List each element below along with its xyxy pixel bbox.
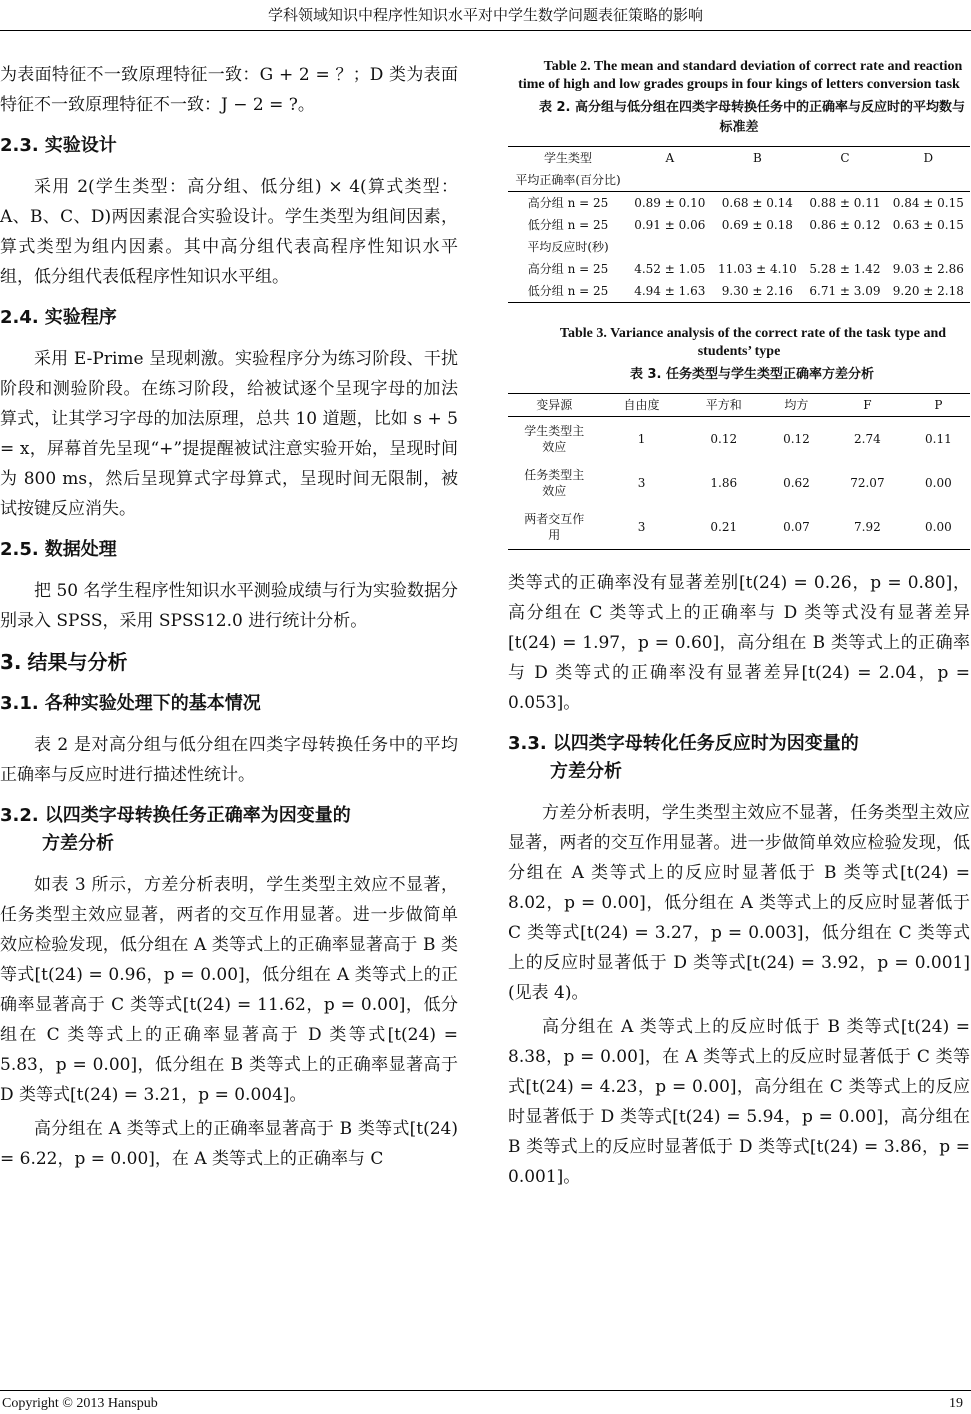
table-3-caption-en: Table 3. Variance analysis of the correct rate of the task type and students’ type bbox=[559, 326, 947, 359]
section-2-3-paragraph: 采用 2(学生类型：高分组、低分组) × 4(算式类型：A、B、C、D)两因素混合实验设计。学生类型为组间因素，算式类型为组内因素。其中高分组代表高程序性知识水平组，低分组代表低程序性知识水平组。 bbox=[0, 177, 458, 287]
section-3-3-heading: 3.3. 以四类字母转化任务反应时为因变量的 方差分析 bbox=[508, 733, 859, 782]
table-2-header-cell: D bbox=[887, 147, 970, 170]
section-3-heading: 3. 结果与分析 bbox=[0, 650, 128, 674]
table-3-header-cell: 平方和 bbox=[683, 394, 765, 417]
table-2-caption-en: Table 2. The mean and standard deviation of correct rate and reaction time of high and low grades groups in four kings of letters conversion task bbox=[518, 59, 963, 92]
table-2-header-cell: 学生类型 bbox=[508, 147, 628, 170]
section-3-3-paragraph-1: 方差分析表明，学生类型主效应不显著，任务类型主效应显著，两者的交互作用显著。进一步做简单效应检验发现，低分组在 A 类等式上的反应时显著低于 B 类等式[t(24) = 8.02，p = 0.00]，低分组在 A 类等式上的反应时显著低于 C 类等式[t(24) = 3.27，p = 0.003]，低分组在 C 类等式上的反应时显著低于 D 类等式[t(24) = 3.92，p = 0.001](见表 4)。 bbox=[508, 803, 970, 1003]
table-2-section-label: 平均反应时(秒) bbox=[527, 240, 609, 254]
table-row: 低分组 n = 25 4.94 ± 1.63 9.30 ± 2.16 6.71 ± 3.09 9.20 ± 2.18 bbox=[508, 280, 970, 303]
footer-rule bbox=[0, 1390, 971, 1391]
section-2-5-heading: 2.5. 数据处理 bbox=[0, 539, 117, 560]
right-column bbox=[508, 58, 970, 1196]
table-2-section-row bbox=[508, 169, 970, 192]
table-row: 低分组 n = 25 0.91 ± 0.06 0.69 ± 0.18 0.86 ± 0.12 0.63 ± 0.15 bbox=[527, 218, 964, 232]
section-3-2-heading: 3.2. 以四类字母转换任务正确率为因变量的 方差分析 bbox=[0, 805, 351, 854]
section-2-4-heading: 2.4. 实验程序 bbox=[0, 307, 117, 328]
footer-copyright: Copyright © 2013 Hanspub bbox=[2, 1396, 158, 1411]
table-2-block bbox=[508, 58, 970, 303]
table-2-section-label: 平均正确率(百分比) bbox=[508, 169, 628, 192]
table-3-header-cell: P bbox=[907, 394, 970, 417]
header-rule bbox=[0, 30, 971, 31]
page-number: 19 bbox=[949, 1396, 963, 1411]
intro-paragraph: 为表面特征不一致原理特征一致：G + 2 = ？；D 类为表面特征不一致原理特征不一致：J − 2 = ?。 bbox=[0, 65, 458, 115]
table-row: 两者交互作用 3 0.21 0.07 7.92 0.00 bbox=[508, 505, 970, 550]
table-row: 学生类型主效应 1 0.12 0.12 2.74 0.11 bbox=[524, 424, 952, 454]
section-3-2-paragraph-2: 高分组在 A 类等式上的正确率显著高于 B 类等式[t(24) = 6.22，p = 0.00]，在 A 类等式上的正确率与 C bbox=[0, 1119, 458, 1169]
section-2-4-paragraph: 采用 E-Prime 呈现刺激。实验程序分为练习阶段、干扰阶段和测验阶段。在练习阶段，给被试逐个呈现字母的加法算式，让其学习字母的加法原理，总共 10 道题，比如 s + 5 = x，屏幕首先呈现“+”提提醒被试注意实验开始，呈现时间为 800 ms，然后呈现算式字母算式，呈现时间无限制，被试按键反应消失。 bbox=[0, 349, 458, 519]
section-3-1-heading: 3.1. 各种实验处理下的基本情况 bbox=[0, 693, 261, 714]
section-2-3-heading: 2.3. 实验设计 bbox=[0, 135, 117, 156]
table-2-section-row bbox=[508, 236, 970, 258]
table-2-header-cell: B bbox=[711, 147, 803, 170]
table-2-header-cell: C bbox=[803, 147, 886, 170]
table-2-header-cell: A bbox=[628, 147, 711, 170]
section-3-1-paragraph: 表 2 是对高分组与低分组在四类字母转换任务中的平均正确率与反应时进行描述性统计。 bbox=[0, 735, 458, 785]
continued-paragraph: 类等式的正确率没有显著差别[t(24) = 0.26，p = 0.80]，高分组在 C 类等式上的正确率与 D 类等式没有显著差异[t(24) = 1.97，p = 0.60]，高分组在 B 类等式上的正确率与 D 类等式的正确率没有显著差异[t(24) = 2.04，p = 0.053]。 bbox=[508, 573, 970, 713]
section-2-5-paragraph: 把 50 名学生程序性知识水平测验成绩与行为实验数据分别录入 SPSS，采用 SPSS12.0 进行统计分析。 bbox=[0, 581, 458, 631]
section-3-3-paragraph-2: 高分组在 A 类等式上的反应时低于 B 类等式[t(24) = 8.38，p = 0.00]，在 A 类等式上的反应时显著低于 C 类等式[t(24) = 4.23，p = 0.00]，高分组在 C 类等式上的反应时显著低于 D 类等式[t(24) = 5.94，p = 0.00]，高分组在 B 类等式上的反应时显著低于 D 类等式[t(24) = 3.86，p = 0.001]。 bbox=[508, 1017, 970, 1187]
table-row: 任务类型主效应 3 1.86 0.62 72.07 0.00 bbox=[524, 468, 952, 498]
table-2-caption-cn: 表 2. 高分组与低分组在四类字母转换任务中的正确率与反应时的平均数与标准差 bbox=[538, 100, 966, 135]
running-header: 学科领域知识中程序性知识水平对中学生数学问题表征策略的影响 bbox=[267, 6, 703, 24]
table-2 bbox=[508, 146, 970, 303]
table-row: 高分组 n = 25 4.52 ± 1.05 11.03 ± 4.10 5.28 ± 1.42 9.03 ± 2.86 bbox=[527, 262, 964, 276]
section-3-2-paragraph-1: 如表 3 所示，方差分析表明，学生类型主效应不显著，任务类型主效应显著，两者的交互作用显著。进一步做简单效应检验发现，低分组在 A 类等式上的正确率显著高于 B 类等式[t(24) = 0.96，p = 0.00]，低分组在 A 类等式上的正确率显著高于 C 类等式[t(24) = 11.62，p = 0.00]，低分组在 C 类等式上的正确率显著高于 D 类等式[t(24) = 5.83，p = 0.00]，低分组在 B 类等式上的正确率显著高于 D 类等式[t(24) = 3.21，p = 0.004]。 bbox=[0, 875, 458, 1105]
table-3-header-cell: 变异源 bbox=[508, 394, 600, 417]
table-3 bbox=[508, 393, 970, 550]
table-3-header-cell: 均方 bbox=[765, 394, 828, 417]
table-3-header-cell: F bbox=[828, 394, 907, 417]
table-3-caption-cn: 表 3. 任务类型与学生类型正确率方差分析 bbox=[629, 367, 875, 382]
left-column bbox=[0, 60, 458, 1178]
table-3-header-cell: 自由度 bbox=[600, 394, 682, 417]
table-row: 高分组 n = 25 0.89 ± 0.10 0.68 ± 0.14 0.88 ± 0.11 0.84 ± 0.15 bbox=[527, 196, 964, 210]
table-3-block bbox=[508, 325, 970, 550]
